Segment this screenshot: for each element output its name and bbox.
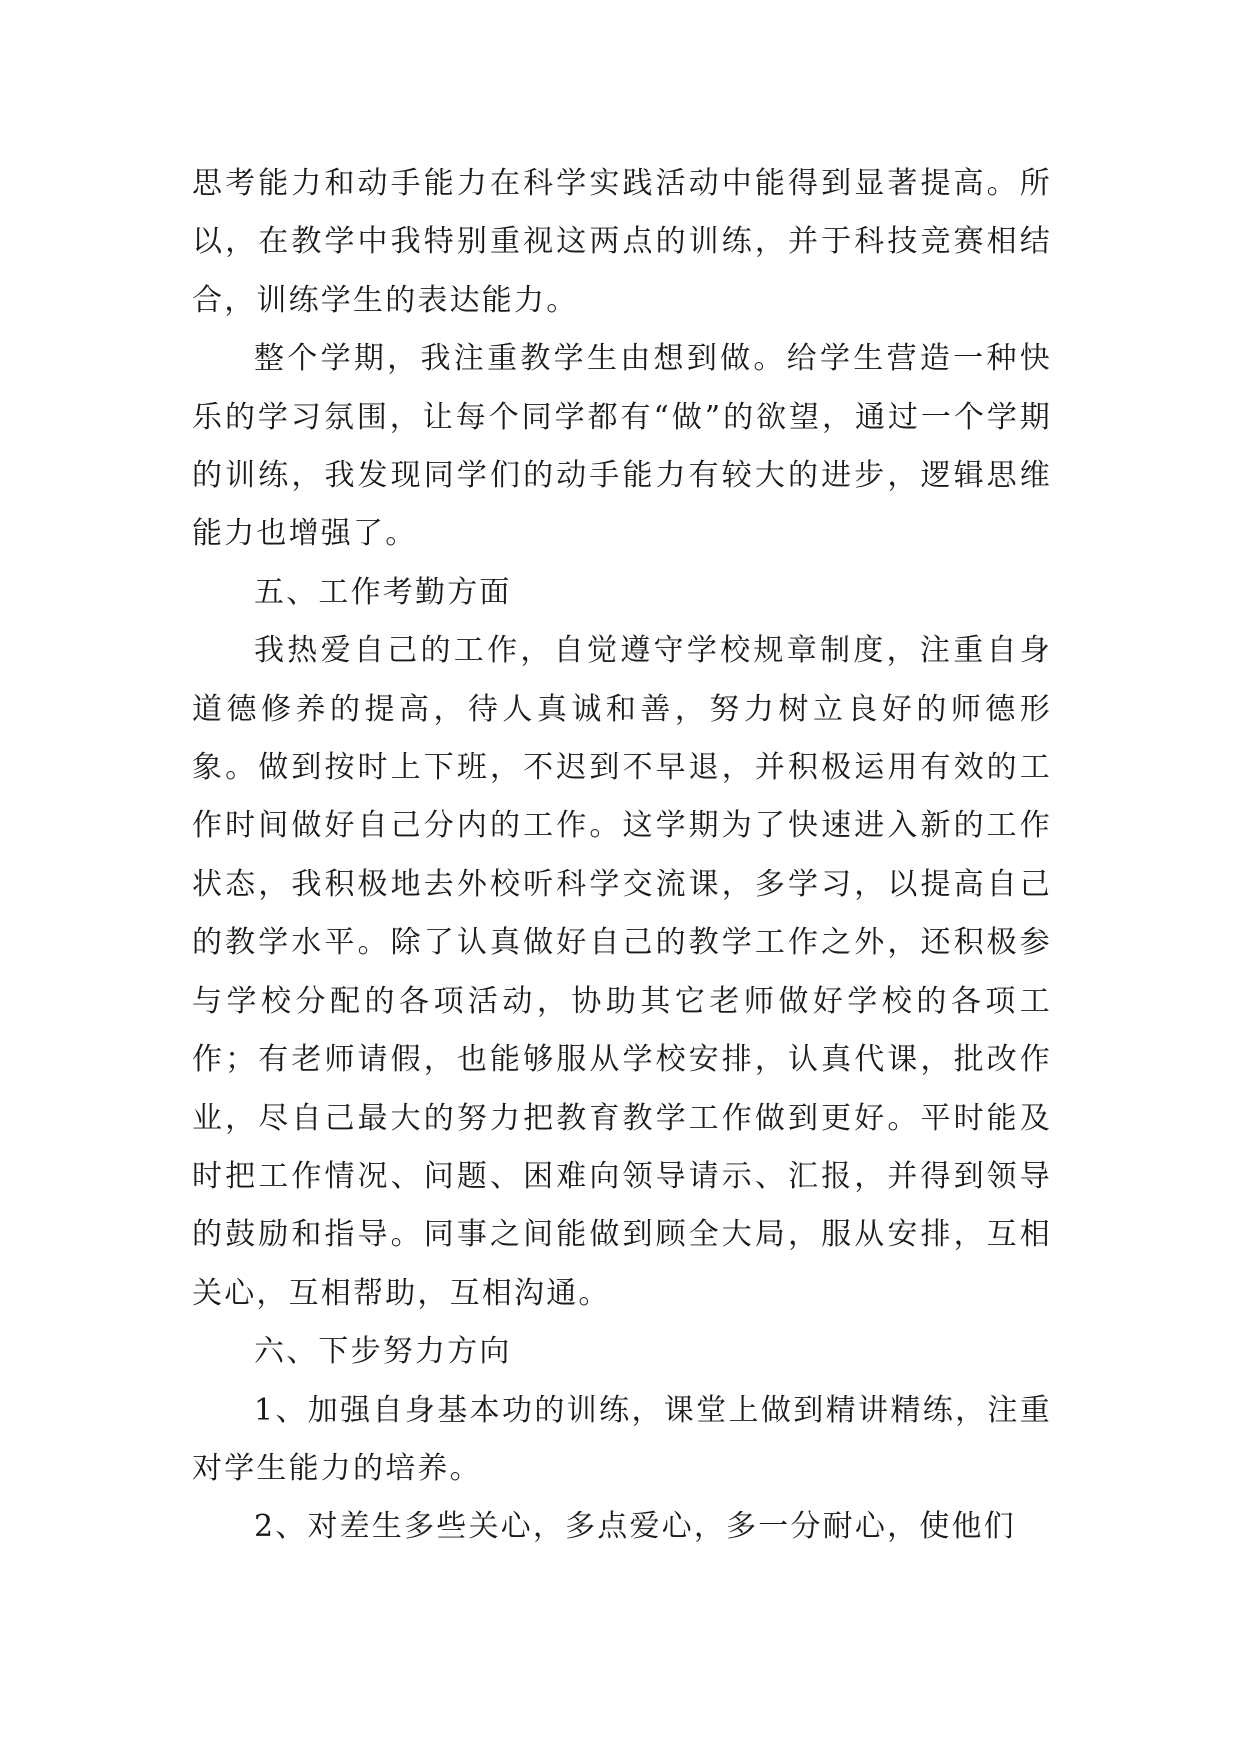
document-body <box>192 155 1052 1557</box>
paragraph-continuation: 思考能力和动手能力在科学实践活动中能得到显著提高。所以，在教学中我特别重视这两点的训练，并于科技竞赛相结合，训练学生的表达能力。 <box>192 166 1052 318</box>
list-item-2: 2、对差生多些关心，多点爱心，多一分耐心，使他们 <box>254 1509 1016 1545</box>
list-item-1: 1、加强自身基本功的训练，课堂上做到精讲精练，注重对学生能力的培养。 <box>192 1392 1052 1486</box>
paragraph-attendance: 我热爱自己的工作，自觉遵守学校规章制度，注重自身道德修养的提高，待人真诚和善，努力树立良好的师德形象。做到按时上下班，不迟到不早退，并积极运用有效的工作时间做好自己分内的工作。这学期为了快速进入新的工作状态，我积极地去外校听科学交流课，多学习，以提高自己的教学水平。除了认真做好自己的教学工作之外，还积极参与学校分配的各项活动，协助其它老师做好学校的各项工作；有老师请假，也能够服从学校安排，认真代课，批改作业，尽自己最大的努力把教育教学工作做到更好。平时能及时把工作情况、问题、困难向领导请示、汇报，并得到领导的鼓励和指导。同事之间能做到顾全大局，服从安排，互相关心，互相帮助，互相沟通。 <box>192 633 1052 1311</box>
section-heading-next-steps: 六、下步努力方向 <box>254 1334 512 1370</box>
paragraph-semester-practice: 整个学期，我注重教学生由想到做。给学生营造一种快乐的学习氛围，让每个同学都有“做”的欲望，通过一个学期的训练，我发现同学们的动手能力有较大的进步，逻辑思维能力也增强了。 <box>192 341 1052 552</box>
section-heading-attendance: 五、工作考勤方面 <box>254 574 512 610</box>
